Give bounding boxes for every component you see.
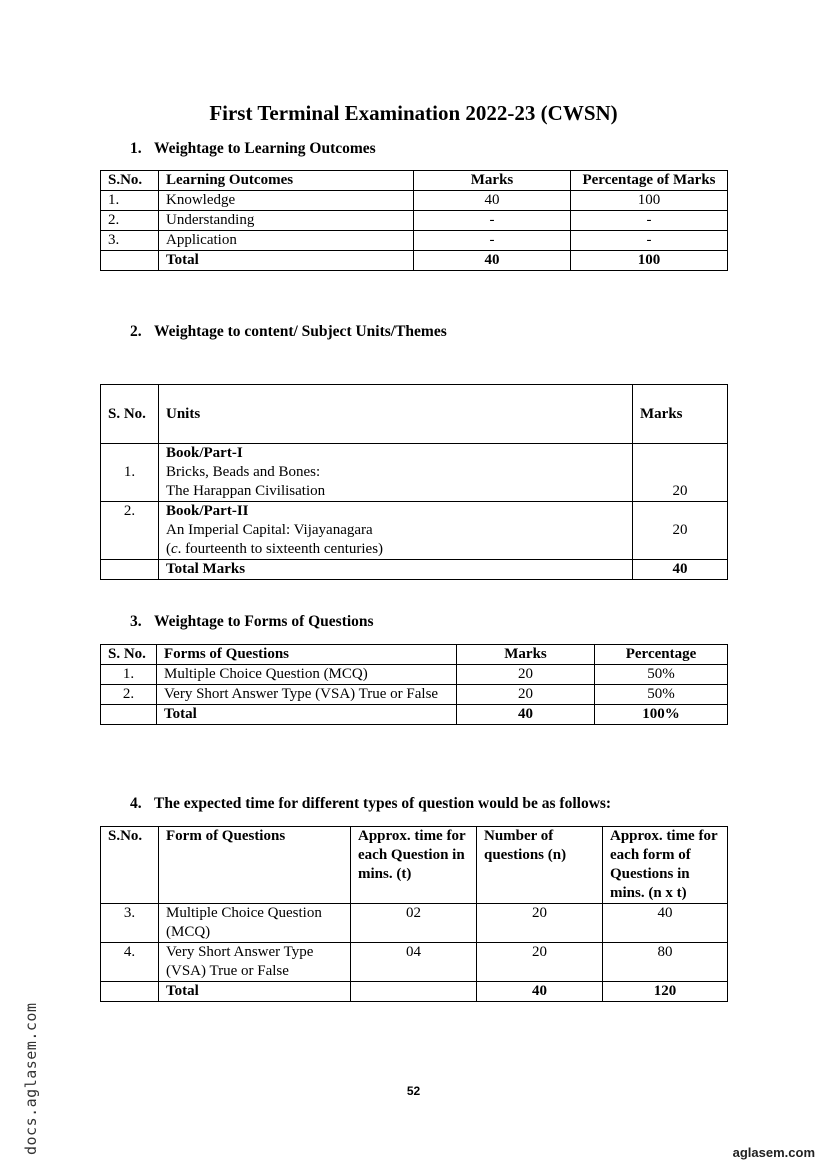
cell-marks: 20 xyxy=(633,444,728,502)
section-3-number: 3. xyxy=(130,613,142,630)
header-form: Form of Questions xyxy=(159,827,351,904)
total-row xyxy=(101,560,728,580)
section-3-title: Weightage to Forms of Questions xyxy=(154,613,374,630)
cell-percentage: - xyxy=(571,231,728,251)
cell-total-marks: 40 xyxy=(457,705,595,725)
cell-form: Multiple Choice Question (MCQ) xyxy=(159,904,351,943)
table-header-row xyxy=(101,171,728,191)
cell-time-each: 04 xyxy=(351,943,477,982)
cell-sno: 1. xyxy=(101,444,159,502)
cell-total-marks: 40 xyxy=(633,560,728,580)
cell-unit xyxy=(159,444,633,502)
cell-sno: 2. xyxy=(101,502,159,560)
cell-outcome: Understanding xyxy=(159,211,414,231)
header-percentage: Percentage xyxy=(595,645,728,665)
table-row xyxy=(101,685,728,705)
header-time-each: Approx. time for each Question in mins. (t) xyxy=(351,827,477,904)
cell-percentage: 100 xyxy=(571,191,728,211)
cell-total-number: 40 xyxy=(477,982,603,1002)
unit-line xyxy=(166,540,625,559)
cell-form: Very Short Answer Type (VSA) True or False xyxy=(157,685,457,705)
corner-watermark: aglasem.com xyxy=(732,1145,815,1160)
cell-total-marks: 40 xyxy=(414,251,571,271)
cell-sno xyxy=(101,251,159,271)
cell-outcome: Knowledge xyxy=(159,191,414,211)
section-1-title: Weightage to Learning Outcomes xyxy=(154,140,376,157)
cell-marks: 20 xyxy=(633,502,728,560)
table-row xyxy=(101,904,728,943)
unit-line-italic: c xyxy=(171,541,178,557)
cell-total-time-total: 120 xyxy=(603,982,728,1002)
section-2-title: Weightage to content/ Subject Units/Themes xyxy=(154,323,447,340)
cell-total-percentage: 100% xyxy=(595,705,728,725)
page-number: 52 xyxy=(406,1084,421,1098)
section-4-title: The expected time for different types of question would be as follows: xyxy=(154,795,612,812)
header-units: Units xyxy=(159,385,633,444)
cell-sno: 1. xyxy=(101,191,159,211)
table-row xyxy=(101,444,728,502)
header-marks: Marks xyxy=(414,171,571,191)
cell-sno: 1. xyxy=(101,665,157,685)
header-time-total: Approx. time for each form of Questions in mins. (n x t) xyxy=(603,827,728,904)
cell-marks: - xyxy=(414,211,571,231)
table-row xyxy=(101,502,728,560)
section-4-heading xyxy=(130,795,611,813)
table-row xyxy=(101,211,728,231)
section-1-number: 1. xyxy=(130,140,142,157)
total-row xyxy=(101,982,728,1002)
header-sno: S.No. xyxy=(101,827,159,904)
table-row xyxy=(101,231,728,251)
cell-sno xyxy=(101,560,159,580)
unit-line: An Imperial Capital: Vijayanagara xyxy=(166,522,373,538)
cell-number: 20 xyxy=(477,904,603,943)
total-row xyxy=(101,705,728,725)
header-sno: S. No. xyxy=(101,385,159,444)
table-header-row xyxy=(101,385,728,444)
cell-form: Very Short Answer Type (VSA) True or False xyxy=(159,943,351,982)
section-2-number: 2. xyxy=(130,323,142,340)
header-percentage: Percentage of Marks xyxy=(571,171,728,191)
cell-sno: 2. xyxy=(101,685,157,705)
expected-time-table xyxy=(100,826,728,1002)
cell-total-percentage: 100 xyxy=(571,251,728,271)
section-3-heading xyxy=(130,613,374,631)
cell-time-each: 02 xyxy=(351,904,477,943)
section-2-heading xyxy=(130,323,447,341)
cell-outcome: Application xyxy=(159,231,414,251)
cell-unit xyxy=(159,502,633,560)
section-1-heading xyxy=(130,140,376,158)
unit-book-label: Book/Part-II xyxy=(166,503,249,519)
cell-marks: 40 xyxy=(414,191,571,211)
unit-book-label: Book/Part-I xyxy=(166,445,243,461)
unit-line: Bricks, Beads and Bones: xyxy=(166,464,321,480)
cell-sno xyxy=(101,705,157,725)
cell-total-label: Total xyxy=(159,982,351,1002)
cell-total-time-each xyxy=(351,982,477,1002)
learning-outcomes-table xyxy=(100,170,728,271)
header-marks: Marks xyxy=(457,645,595,665)
section-4-number: 4. xyxy=(130,795,142,812)
forms-of-questions-table xyxy=(100,644,728,725)
header-learning-outcomes: Learning Outcomes xyxy=(159,171,414,191)
table-header-row xyxy=(101,827,728,904)
header-sno: S.No. xyxy=(101,171,159,191)
cell-sno xyxy=(101,982,159,1002)
cell-time-total: 40 xyxy=(603,904,728,943)
table-header-row xyxy=(101,645,728,665)
cell-percentage: 50% xyxy=(595,665,728,685)
cell-form: Multiple Choice Question (MCQ) xyxy=(157,665,457,685)
page-title: First Terminal Examination 2022-23 (CWSN) xyxy=(209,101,618,125)
header-forms: Forms of Questions xyxy=(157,645,457,665)
cell-marks: 20 xyxy=(457,665,595,685)
cell-total-label: Total Marks xyxy=(159,560,633,580)
header-marks: Marks xyxy=(633,385,728,444)
unit-line-rest: . fourteenth to sixteenth centuries) xyxy=(177,541,384,557)
unit-line: The Harappan Civilisation xyxy=(166,483,326,499)
cell-sno: 3. xyxy=(101,904,159,943)
cell-sno: 2. xyxy=(101,211,159,231)
cell-sno: 3. xyxy=(101,231,159,251)
header-sno: S. No. xyxy=(101,645,157,665)
cell-number: 20 xyxy=(477,943,603,982)
cell-sno: 4. xyxy=(101,943,159,982)
header-number: Number of questions (n) xyxy=(477,827,603,904)
cell-marks: - xyxy=(414,231,571,251)
cell-percentage: 50% xyxy=(595,685,728,705)
cell-total-label: Total xyxy=(157,705,457,725)
total-row xyxy=(101,251,728,271)
table-row xyxy=(101,665,728,685)
cell-percentage: - xyxy=(571,211,728,231)
table-row xyxy=(101,191,728,211)
table-row xyxy=(101,943,728,982)
unit-line-prefix: ( xyxy=(166,541,171,557)
cell-total-label: Total xyxy=(159,251,414,271)
cell-time-total: 80 xyxy=(603,943,728,982)
content-units-table xyxy=(100,384,728,580)
side-watermark: docs.aglasem.com xyxy=(22,1002,40,1155)
cell-marks: 20 xyxy=(457,685,595,705)
